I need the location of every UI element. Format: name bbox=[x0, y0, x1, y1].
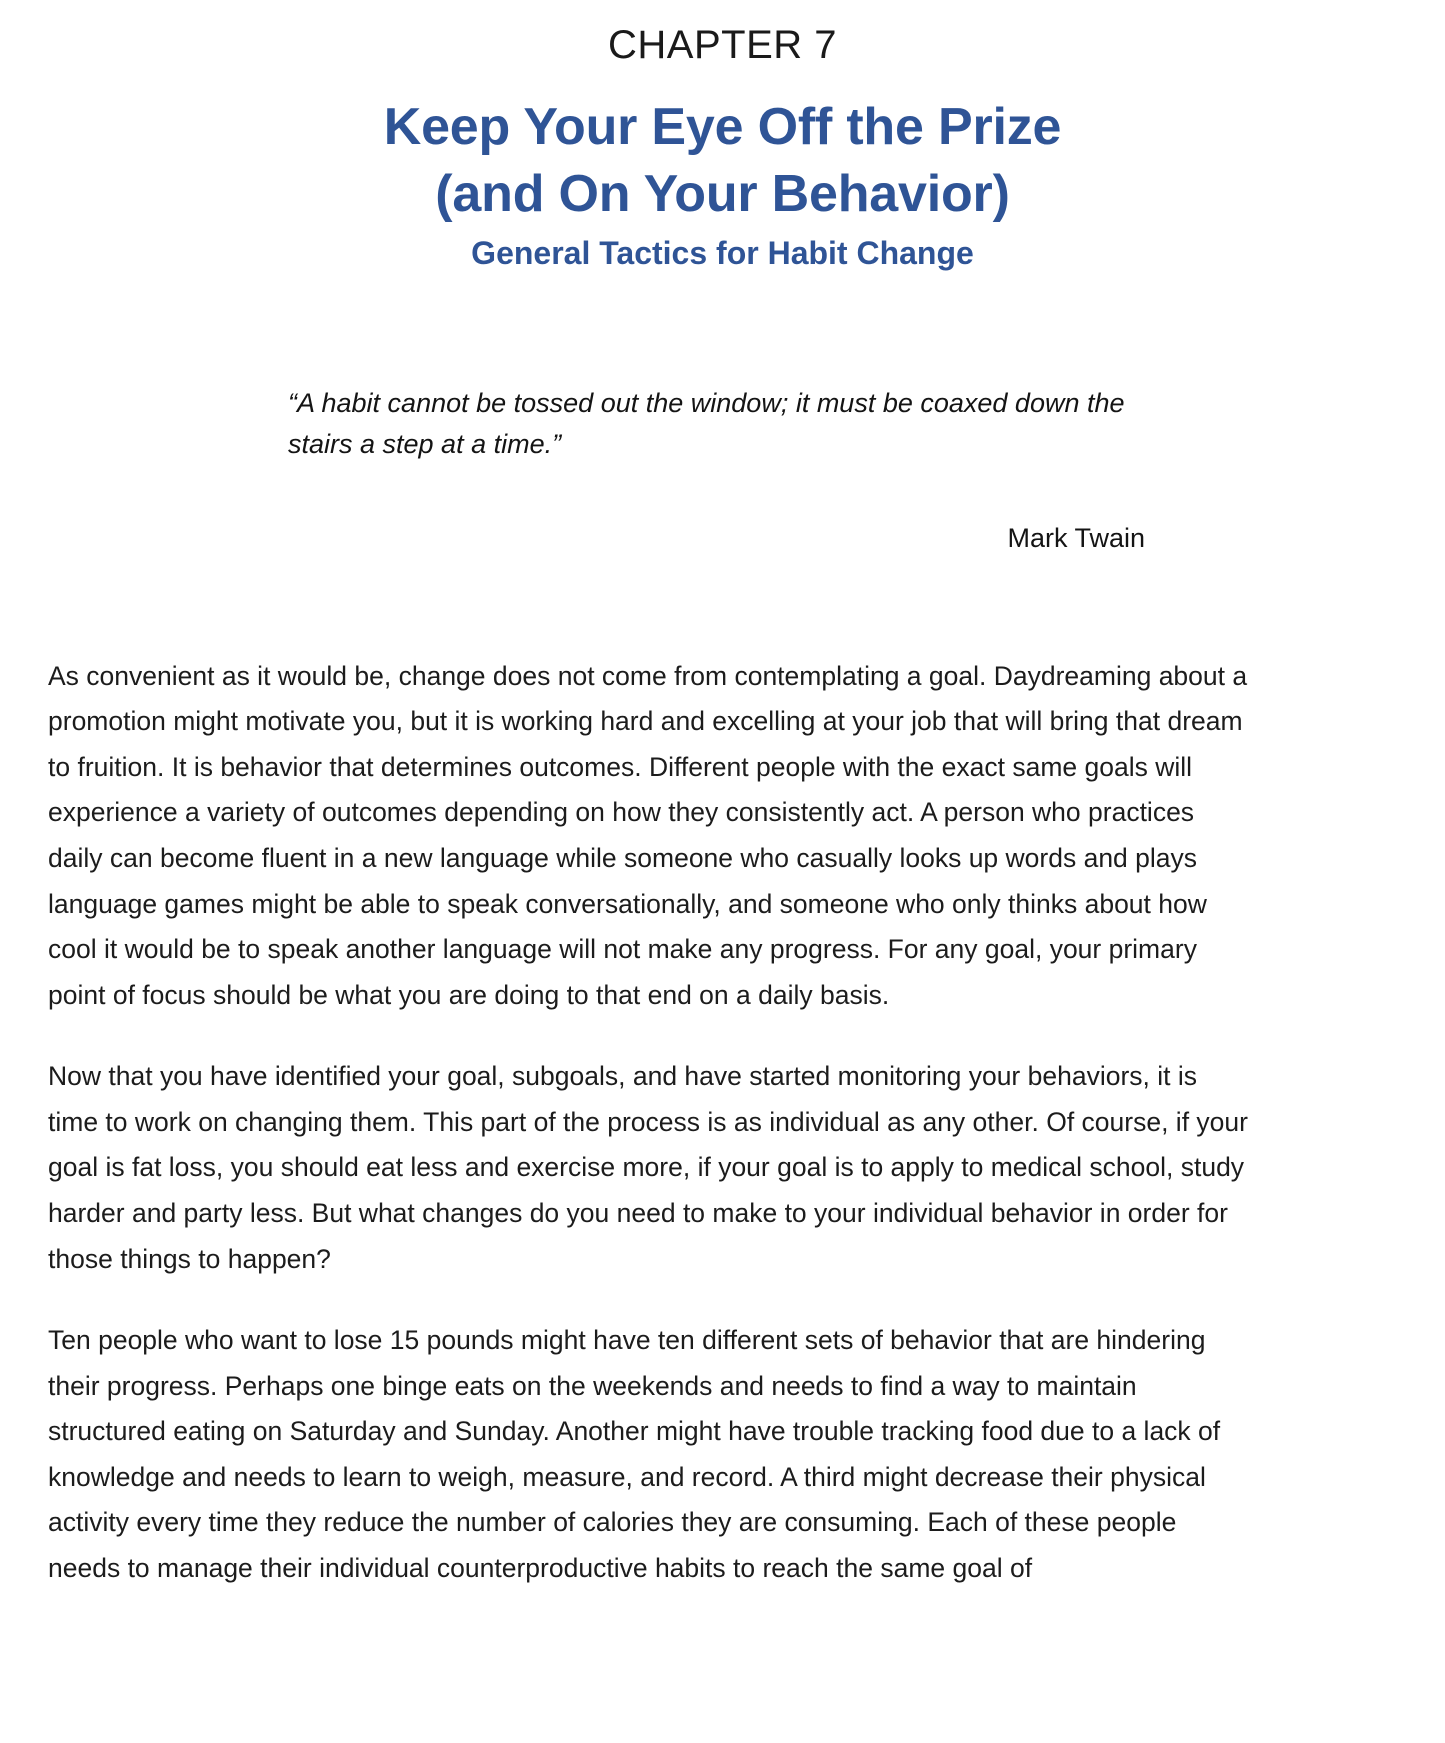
body-paragraph-3: Ten people who want to lose 15 pounds might have ten different sets of behavior that are hindering their progress. Perhaps one binge eats on the weekends and needs to find a way to maintain structured eating on Saturday and Sunday. Another might have trouble tracking food due to a lack of knowledge and needs to learn to weigh, measure, and record. A third might decrease their physical activity every time they reduce the number of calories they are consuming. Each of these people needs to manage their individual counterproductive habits to reach the same goal of bbox=[48, 1325, 1221, 1584]
body-text bbox=[0, 558, 1445, 1592]
epigraph-block bbox=[0, 275, 1445, 558]
body-paragraph-2: Now that you have identified your goal, subgoals, and have started monitoring your behaviors, it is time to work on changing them. This part of the process is as individual as any other. Of course, if your goal is fat loss, you should eat less and exercise more, if your goal is to apply to medical school, study harder and party less. But what changes do you need to make to your individual behavior in order for those things to happen? bbox=[48, 1061, 1248, 1274]
body-paragraph-1: As convenient as it would be, change does not come from contemplating a goal. Daydreaming about a promotion might motivate you, but it is working hard and excelling at your job that will bring that dream to fruition. It is behavior that determines outcomes. Different people with the exact same goals will experience a variety of outcomes depending on how they consistently act. A person who practices daily can become fluent in a new language while someone who casually looks up words and plays language games might be able to speak conversationally, and someone who only thinks about how cool it would be to speak another language will not make any progress. For any goal, your primary point of focus should be what you are doing to that end on a daily basis. bbox=[48, 660, 1248, 1010]
chapter-label: CHAPTER 7 bbox=[608, 23, 837, 67]
epigraph-quote: “A habit cannot be tossed out the window; it must be coaxed down the stairs a step at a time.” bbox=[288, 387, 1125, 460]
chapter-title-line-1: Keep Your Eye Off the Prize bbox=[383, 98, 1062, 156]
chapter-title-line-2: (and On Your Behavior) bbox=[435, 164, 1010, 223]
chapter-subtitle: General Tactics for Habit Change bbox=[471, 235, 974, 272]
chapter-title-block bbox=[0, 68, 1445, 275]
epigraph-attribution: Mark Twain bbox=[1007, 522, 1145, 553]
